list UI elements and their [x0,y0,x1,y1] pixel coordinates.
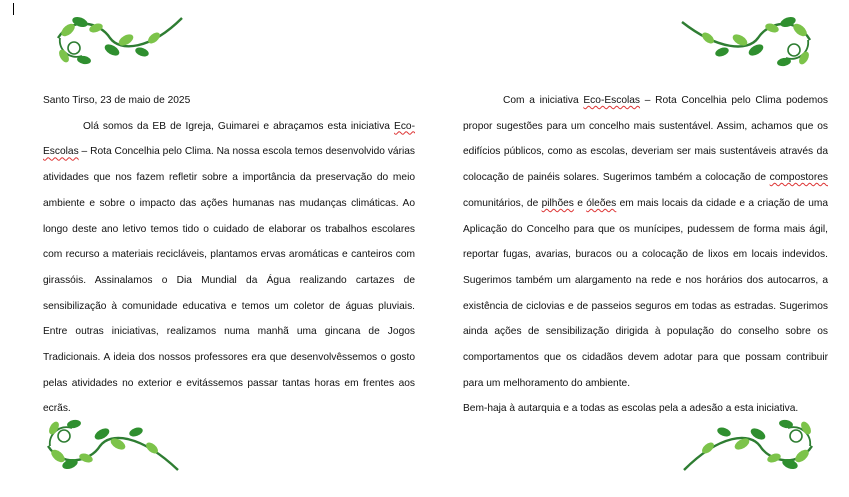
left-paragraph [43,114,415,422]
vine-ornament-top-left [50,8,185,68]
right-paragraph [463,88,828,396]
vine-ornament-top-right [678,8,818,70]
right-paragraph-part-d: e [573,197,587,209]
spellcheck-word-eco-escolas-2[interactable]: Eco-Escolas [583,95,641,106]
left-paragraph-rest: – Rota Concelhia pelo Clima. Na nossa escola temos desenvolvido várias atividades que nos fazem refletir sobre a importância da preservação do meio ambiente e sobre o impacto das ações humanas nas mudanças climáticas. Ao longo deste ano letivo temos tido o cuidado de elaborar os trabalhos escolares com recurso a materiais recicláveis, plantamos ervas aromáticas e canteiros com girassóis. Assinalamos o Dia Mundial da Água realizando cartazes de sensibilização à comunidade educativa e temos um coletor de águas pluviais. Entre outras iniciativas, realizamos numa manhã uma gincana de Jogos Tradicionais. A ideia dos nossos professores era que desenvolvêssemos o gosto pelas atividades no exterior e evitássemos passar tantas horas em frentes aos ecrãs. [43,146,415,415]
vine-ornament-bottom-left [40,416,182,478]
right-paragraph-part-e: em mais locais da cidade e a criação de uma Aplicação do Concelho para que os munícipes, pudessem de forma mais ágil, reportar fugas, avarias, buracos ou a colocação de lixos em locais indevidos. Sugerimos também um alargamento na rede e nos horários dos autocarros, a existência de ciclovias e de passeios seguros em todas as estradas. Sugerimos ainda ações de sensibilização dirigida à população do conselho sobre os comportamentos que os cidadãos devem adotar para que possam contribuir para um melhoramento do ambiente. [463,197,829,389]
spellcheck-word-eco-escolas[interactable]: Eco-Escolas [43,120,415,158]
right-paragraph-part-c: comunitários, de [463,197,542,209]
spellcheck-word-oleoes[interactable]: óleões [586,197,617,209]
date-line: Santo Tirso, 23 de maio de 2025 [43,95,191,106]
spellcheck-word-pilhoes[interactable]: pilhões [541,197,574,209]
text-cursor [13,3,14,15]
left-column[interactable] [43,88,415,422]
spellcheck-word-compostores[interactable]: compostores [769,172,828,184]
right-column[interactable] [463,88,828,422]
closing-line: Bem-haja à autarquia e a todas as escolas pela a adesão a esta iniciativa. [463,403,799,415]
right-paragraph-start: Com a iniciativa [503,95,584,106]
vine-ornament-bottom-right [680,416,820,478]
right-paragraph-part-b: – Rota Concelhia pelo Clima podemos propor sugestões para um concelho mais sustentável. Assim, achamos que os edifícios públicos, como as escolas, deveriam ser mais sustentáveis através da colocação de painéis solares. Sugerimos também a colocação de [463,95,828,184]
left-paragraph-start: Olá somos da EB de Igreja, Guimarei e abraçamos esta iniciativa [83,120,395,132]
